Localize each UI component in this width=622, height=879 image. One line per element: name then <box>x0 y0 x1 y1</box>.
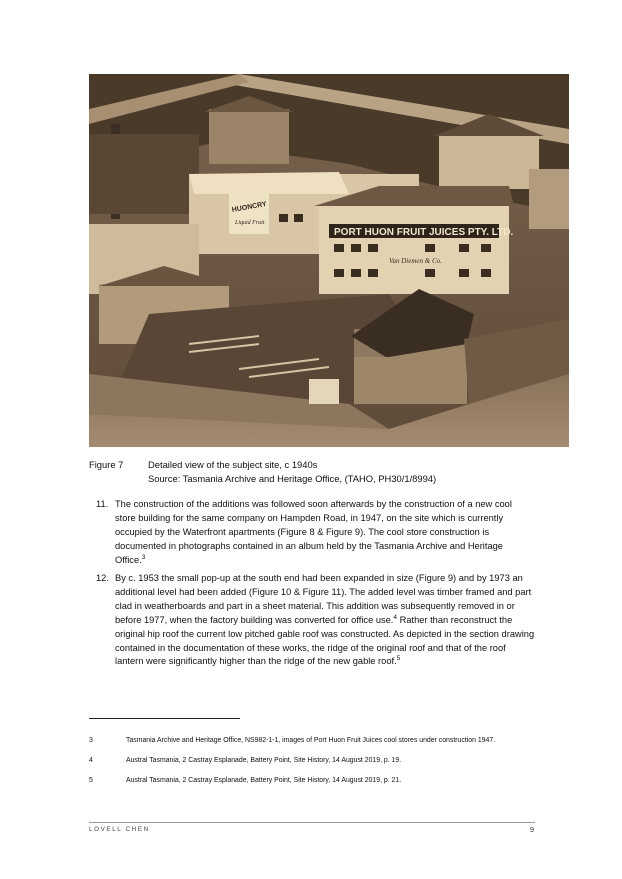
sub-sign-text: Van Diemen & Co. <box>389 257 442 265</box>
paragraph-number: 11. <box>96 499 109 509</box>
paragraph-11 <box>89 498 535 568</box>
paragraph-number: 12. <box>96 573 109 583</box>
side-sign-top: HUONCRY <box>231 200 268 214</box>
footnote-ref[interactable]: 5 <box>396 655 401 663</box>
footnote-ref[interactable]: 4 <box>393 613 398 621</box>
page-number: 9 <box>529 825 534 834</box>
side-sign-bottom: Liquid Fruit <box>235 220 265 226</box>
footnote-divider <box>89 718 240 719</box>
footer-org: LOVELL CHEN <box>89 826 150 833</box>
footnote-text: Austral Tasmania, 2 Castray Esplanade, Battery Point, Site History, 14 August 2019, p. 21. <box>126 777 402 784</box>
footer-divider <box>89 822 535 823</box>
paragraph-12 <box>89 572 535 669</box>
footnote-text: Austral Tasmania, 2 Castray Esplanade, Battery Point, Site History, 14 August 2019, p. 19. <box>126 757 402 764</box>
figure-source: Source: Tasmania Archive and Heritage Office, (TAHO, PH30/1/8994) <box>148 473 437 484</box>
paragraph-text: The construction of the additions was followed soon afterwards by the construction of a new cool store building for the same company on Hampden Road, in 1947, on the site which is currently occupied by the Waterfront apartments (Figure 8 & Figure 9). The cool store construction is documented in photographs contained in an album held by the Tasmania Archive and Heritage Office. <box>115 499 512 565</box>
footnote-number: 5 <box>89 777 93 784</box>
main-sign-text: PORT HUON FRUIT JUICES PTY. LTD. <box>334 227 514 238</box>
footnote-number: 4 <box>89 757 93 764</box>
footnote-text: Tasmania Archive and Heritage Office, NS982-1-1, images of Port Huon Fruit Juices cool stores under construction 1947. <box>126 737 496 744</box>
paragraph-text-b: Rather than reconstruct the original hip roof the current low pitched gable roof was constructed. As depicted in the section drawing contained in the documentation of these works, the ridge of the original roof and that of the roof lantern were significantly higher than the ridge of the new gable roof. <box>115 614 535 667</box>
figure-title: Detailed view of the subject site, c 1940s <box>148 459 318 470</box>
paragraph-text-a: By c. 1953 the small pop-up at the south end had been expanded in size (Figure 9) and by 1973 an additional level had been added (Figure 10 & Figure 11). The added level was timber framed and part clad in weatherboards and part in a sheet material. This addition was subsequently removed in or before 1977, when the factory building was converted for office use. <box>115 573 532 625</box>
footnote-number: 3 <box>89 737 93 744</box>
figure-label: Figure 7 <box>89 459 124 470</box>
footnote-ref[interactable]: 3 <box>141 553 146 561</box>
historic-aerial-photo <box>89 74 569 447</box>
